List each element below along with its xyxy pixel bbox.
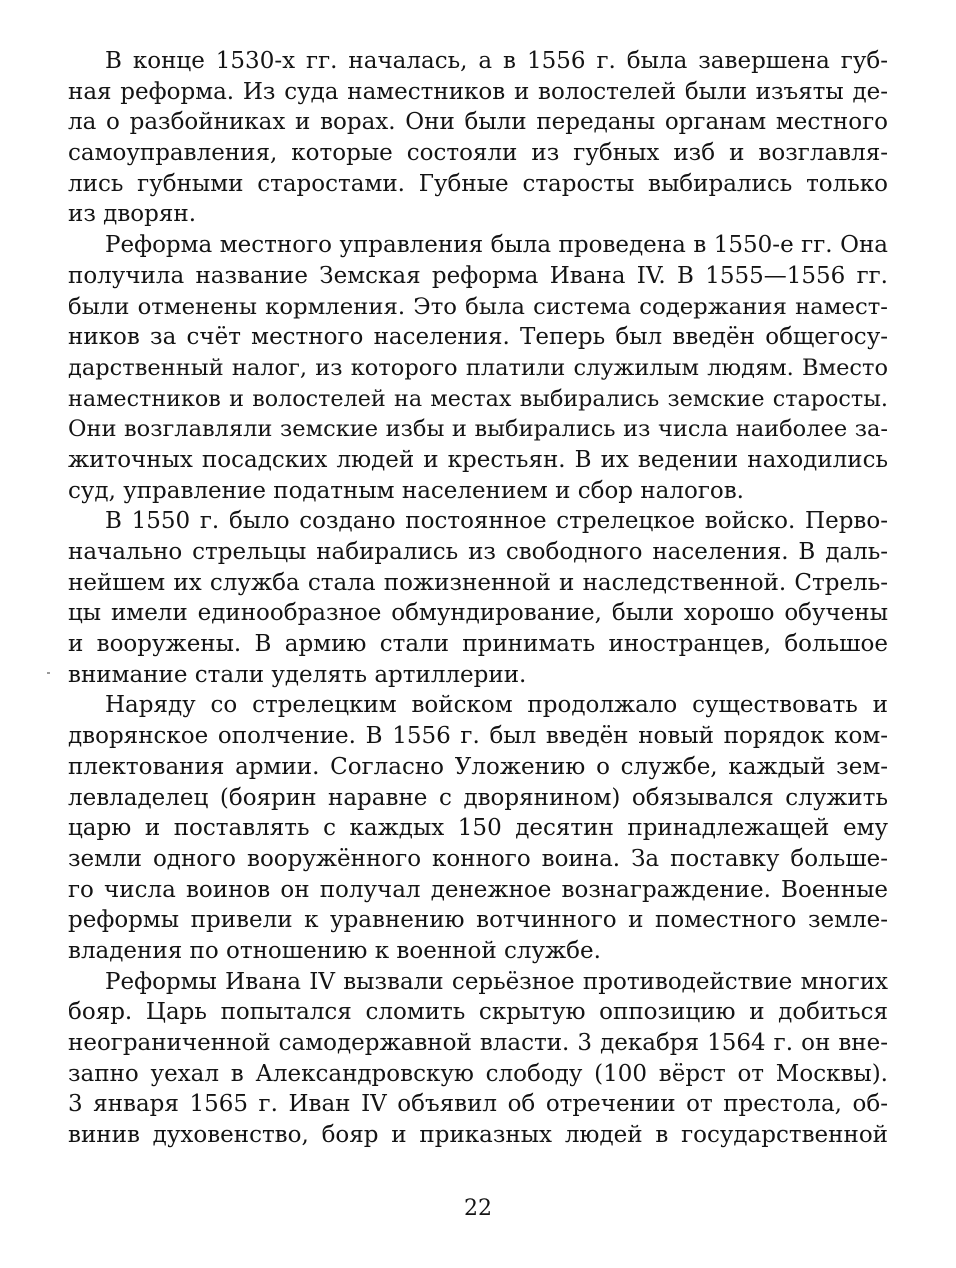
text-line: го числа воинов он получал денежное вознаграждение. Военные: [68, 876, 888, 903]
text-line: дарственный налог, из которого платили служилым людям. Вместо: [68, 354, 888, 381]
text-line: левладелец (боярин наравне с дворянином) обязывался служить: [68, 784, 888, 811]
scan-speck: [47, 672, 50, 674]
paragraph-3: [68, 506, 888, 690]
page-number: 22: [464, 1196, 492, 1221]
text-line: начально стрельцы набирались из свободного населения. В даль-: [68, 539, 888, 565]
text-line: В 1550 г. было создано постоянное стрелецкое войско. Перво-: [105, 508, 888, 535]
text-line: житочных посадских людей и крестьян. В их ведении находились: [68, 446, 888, 473]
text-line: наместников и волостелей на местах выбирались земские старосты.: [68, 385, 888, 412]
text-line: 3 января 1565 г. Иван IV объявил об отречении от престола, об-: [68, 1091, 888, 1118]
text-line: цы имели единообразное обмундирование, были хорошо обучены: [68, 600, 888, 627]
text-line: Реформы Ивана IV вызвали серьёзное противодействие многих: [105, 968, 888, 995]
text-line: дворянское ополчение. В 1556 г. был введён новый порядок ком-: [68, 723, 888, 750]
paragraph-4: [68, 690, 888, 966]
text-line: лись губными старостами. Губные старосты выбирались только: [68, 170, 888, 197]
text-line: внимание стали уделять артиллерии.: [68, 661, 527, 688]
text-line: Они возглавляли земские избы и выбирались из числа наиболее за-: [68, 416, 888, 443]
text-line: суд, управление податным населением и сбор налогов.: [68, 477, 744, 504]
text-line: запно уехал в Александровскую слободу (100 вёрст от Москвы).: [68, 1060, 888, 1087]
text-line: владения по отношению к военной службе.: [68, 937, 601, 964]
text-line: ная реформа. Из суда наместников и волостелей были изъяты де-: [68, 78, 888, 105]
paragraph-5: [68, 967, 888, 1151]
text-line: нейшем их служба стала пожизненной и наследственной. Стрель-: [68, 569, 888, 596]
text-line: неограниченной самодержавной власти. 3 декабря 1564 г. он вне-: [68, 1030, 888, 1056]
text-line: ла о разбойниках и ворах. Они были переданы органам местного: [68, 109, 888, 136]
text-line: плектования армии. Согласно Уложению о службе, каждый зем-: [68, 753, 888, 780]
text-line: из дворян.: [68, 201, 197, 228]
text-line: были отменены кормления. Это была система содержания намест-: [68, 293, 888, 320]
text-line: и вооружены. В армию стали принимать иностранцев, большое: [68, 631, 888, 658]
paragraph-2: [68, 230, 888, 506]
text-line: реформы привели к уравнению вотчинного и поместного земле-: [68, 907, 888, 934]
text-line: ников за счёт местного населения. Теперь был введён общегосу-: [68, 324, 888, 351]
paragraph-1: [68, 46, 888, 230]
text-line: царю и поставлять с каждых 150 десятин принадлежащей ему: [68, 815, 888, 842]
body-text: [68, 46, 888, 1151]
text-line: земли одного вооружённого конного воина. За поставку больше-: [68, 845, 888, 872]
text-line: получила название Земская реформа Ивана IV. В 1555—1556 гг.: [68, 262, 888, 289]
text-line: самоуправления, которые состояли из губных изб и возглавля-: [68, 140, 888, 167]
text-line: Реформа местного управления была проведена в 1550-е гг. Она: [105, 232, 888, 259]
text-line: бояр. Царь попытался сломить скрытую оппозицию и добиться: [68, 999, 888, 1026]
text-line: В конце 1530-х гг. началась, а в 1556 г. была завершена губ-: [105, 48, 888, 74]
text-line: винив духовенство, бояр и приказных людей в государственной: [68, 1122, 888, 1149]
text-line: Наряду со стрелецким войском продолжало существовать и: [105, 692, 888, 719]
